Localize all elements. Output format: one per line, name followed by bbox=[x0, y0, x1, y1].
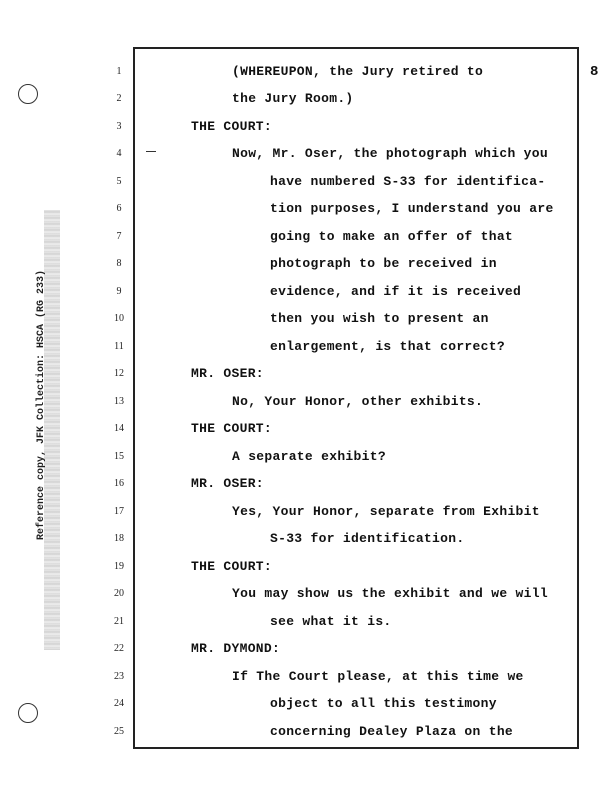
transcript-line: going to make an offer of that bbox=[270, 229, 514, 244]
speaker-label: MR. OSER: bbox=[191, 366, 264, 381]
line-number: 21 bbox=[114, 616, 124, 627]
transcript-line: A separate exhibit? bbox=[232, 449, 386, 464]
transcript-line: evidence, and if it is received bbox=[270, 284, 522, 299]
transcript-line: concerning Dealey Plaza on the bbox=[270, 724, 514, 739]
speaker-label: MR. OSER: bbox=[191, 476, 264, 491]
line-number: 6 bbox=[116, 203, 122, 214]
transcript-line: (WHEREUPON, the Jury retired to bbox=[232, 64, 484, 79]
line-number: 18 bbox=[114, 533, 124, 544]
transcript-line: Yes, Your Honor, separate from Exhibit bbox=[232, 504, 540, 519]
line-number: 11 bbox=[114, 341, 124, 352]
transcript-line: No, Your Honor, other exhibits. bbox=[232, 394, 484, 409]
transcript-line: enlargement, is that correct? bbox=[270, 339, 505, 354]
line-number: 19 bbox=[114, 561, 124, 572]
line-number: 4 bbox=[116, 148, 122, 159]
speaker-label: THE COURT: bbox=[191, 421, 273, 436]
margin-mark bbox=[146, 151, 156, 152]
transcript-line: have numbered S-33 for identifica- bbox=[270, 174, 546, 189]
line-number: 10 bbox=[114, 313, 124, 324]
speaker-label: THE COURT: bbox=[191, 119, 273, 134]
speaker-label: THE COURT: bbox=[191, 559, 273, 574]
line-number: 20 bbox=[114, 588, 124, 599]
line-number: 3 bbox=[116, 121, 122, 132]
transcript-line: You may show us the exhibit and we will bbox=[232, 586, 548, 601]
transcript-line: then you wish to present an bbox=[270, 311, 489, 326]
line-number: 1 bbox=[116, 66, 122, 77]
transcript-line: photograph to be received in bbox=[270, 256, 497, 271]
line-number: 16 bbox=[114, 478, 124, 489]
line-number: 17 bbox=[114, 506, 124, 517]
line-number: 5 bbox=[116, 176, 122, 187]
line-number: 15 bbox=[114, 451, 124, 462]
line-number: 7 bbox=[116, 231, 122, 242]
page-number: 8 bbox=[590, 64, 599, 80]
line-number: 9 bbox=[116, 286, 122, 297]
speaker-label: MR. DYMOND: bbox=[191, 641, 281, 656]
line-number: 24 bbox=[114, 698, 124, 709]
line-number: 14 bbox=[114, 423, 124, 434]
line-number: 22 bbox=[114, 643, 124, 654]
reference-stamp: Reference copy, JFK Collection: HSCA (RG 233) bbox=[36, 269, 47, 540]
transcript-line: If The Court please, at this time we bbox=[232, 669, 524, 684]
line-number: 2 bbox=[116, 93, 122, 104]
transcript-line: S-33 for identification. bbox=[270, 531, 465, 546]
punch-hole-top bbox=[18, 84, 38, 104]
line-number: 8 bbox=[116, 258, 122, 269]
line-number: 25 bbox=[114, 726, 124, 737]
line-number: 12 bbox=[114, 368, 124, 379]
line-number: 13 bbox=[114, 396, 124, 407]
transcript-line: the Jury Room.) bbox=[232, 91, 354, 106]
transcript-line: Now, Mr. Oser, the photograph which you bbox=[232, 146, 548, 161]
transcript-line: see what it is. bbox=[270, 614, 392, 629]
transcript-line: object to all this testimony bbox=[270, 696, 497, 711]
line-number: 23 bbox=[114, 671, 124, 682]
transcript-line: tion purposes, I understand you are bbox=[270, 201, 554, 216]
punch-hole-bottom bbox=[18, 703, 38, 723]
